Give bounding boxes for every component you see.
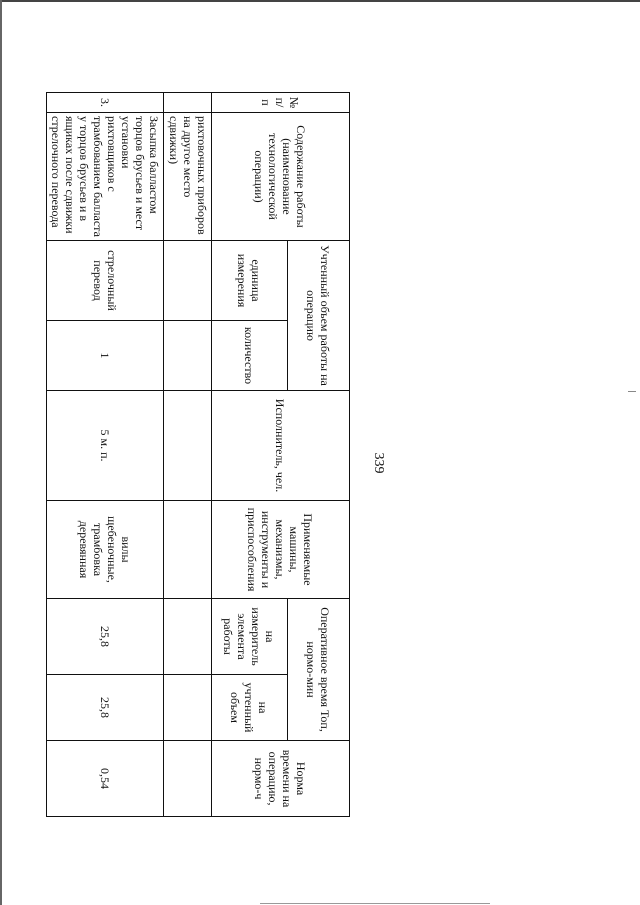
cell-tools [164, 501, 212, 599]
cell-qty: 1 [47, 321, 164, 391]
cell-content: Засыпка балластом торцов брусьев и мест установки рихтовщиков с трамбованием балласта у торцов брусьев и в ящиках после сдвижки стрелочного перевода [47, 113, 164, 241]
margin-mark [628, 391, 636, 392]
header-optime-volume: на учтенный объем [212, 675, 288, 741]
cell-num: 3. [47, 93, 164, 113]
header-row-1 [288, 93, 350, 817]
cell-op-meter: 25,8 [47, 599, 164, 675]
cell-unit: стрелочный перевод [47, 241, 164, 321]
bottom-rule [260, 903, 490, 904]
cell-num [164, 93, 212, 113]
cell-qty [164, 321, 212, 391]
page-edge-top [0, 0, 640, 2]
header-tools: Применяемые машины, механизмы, инструменты и приспособления [212, 501, 350, 599]
header-volume-qty: количество [212, 321, 288, 391]
cell-norm: 0,54 [47, 741, 164, 817]
cell-performer: 5 м. п. [47, 391, 164, 501]
header-num: № п/п [212, 93, 350, 113]
cell-unit [164, 241, 212, 321]
cell-op-volume [164, 675, 212, 741]
table-row [47, 93, 164, 817]
cell-content: рихтовочных приборов на другое место сдвижки) [164, 113, 212, 241]
header-volume-group: Учтенный объем работы на операцию [288, 241, 350, 391]
header-optime-meter: на измеритель элемента работы [212, 599, 288, 675]
work-norms-table [46, 92, 350, 817]
table-row [164, 93, 212, 817]
cell-norm [164, 741, 212, 817]
header-performer: Исполнитель, чел. [212, 391, 350, 501]
cell-tools: вилы щебеночные, трамбовка деревянная [47, 501, 164, 599]
header-content: Содержание работы (наименование технологической операции) [212, 113, 350, 241]
header-volume-unit: единица измерения [212, 241, 288, 321]
header-optime-group: Оперативное время Топ, нормо-мин [288, 599, 350, 741]
cell-op-volume: 25,8 [47, 675, 164, 741]
cell-op-meter [164, 599, 212, 675]
header-norm: Норма времени на операцию, нормо-ч [212, 741, 350, 817]
page-edge-left [0, 0, 2, 905]
page-number: 339 [371, 452, 386, 474]
cell-performer [164, 391, 212, 501]
rotated-table-container [49, 92, 350, 816]
